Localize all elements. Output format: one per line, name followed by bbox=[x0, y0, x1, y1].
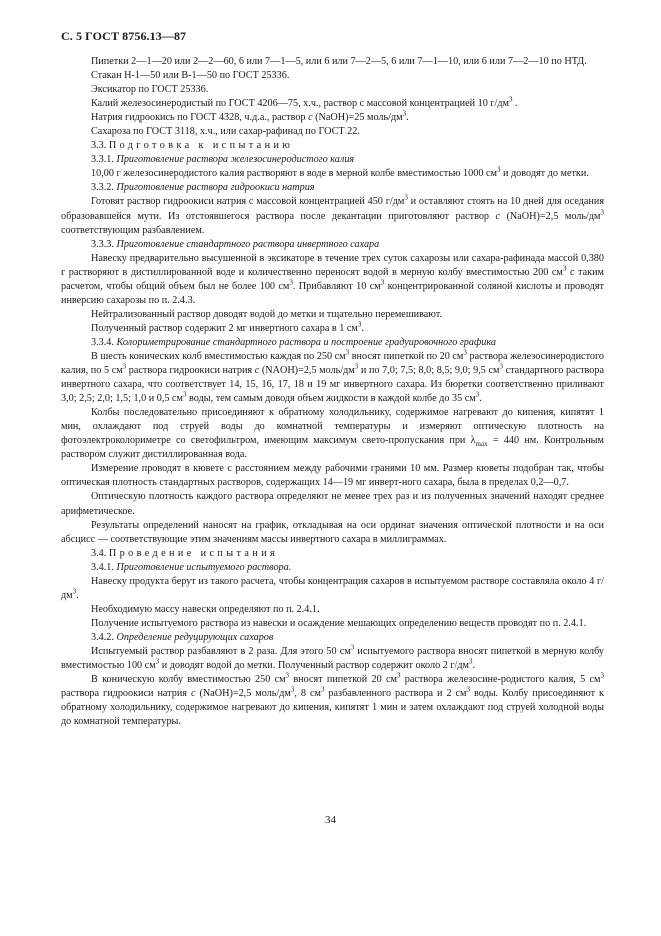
text-run: испытуемого раствора вносят пипеткой в мерную колбу вместимостью 100 см bbox=[61, 645, 604, 672]
text-run: 3 bbox=[469, 657, 473, 666]
text-run: 3 bbox=[350, 643, 355, 652]
text-run: 10,00 г железосинеродистого калия растворяют в воде в мерной колбе вместимостью 1000 см bbox=[91, 168, 497, 180]
text-run: (NAOH)=2,5 моль/дм bbox=[259, 365, 355, 377]
text-run: . bbox=[76, 589, 79, 601]
text-run: 3 bbox=[354, 362, 359, 371]
text-run: 3.3. bbox=[91, 140, 109, 152]
page-header: С. 5 ГОСТ 8756.13—87 bbox=[61, 29, 187, 43]
text-run: Сахароза по ГОСТ 3118, х.ч., или сахар-рафинад по ГОСТ 22. bbox=[91, 126, 360, 138]
text-run: В коническую колбу вместимостью 250 см bbox=[91, 674, 286, 686]
text-run: Проведение испытания bbox=[108, 547, 279, 559]
paragraph bbox=[61, 673, 604, 729]
text-run: воды, тем самым доводя объем жидкости в каждой колбе до 35 см bbox=[186, 393, 476, 405]
text-run: раствора железосине-родистого калия, 5 см bbox=[400, 674, 601, 686]
text-run: Эксикатор по ГОСТ 25336. bbox=[91, 84, 209, 96]
text-run: Колбы последовательно присоединяют к обратному холодильнику, содержимое нагревают до кипения, кипятят 1 мин, охлаждают под струей воды до комнатной температуры и измеряют оптическую плотность на фотоэлектроколориметре со светофильтром, имеющим максимум свето-пропускания при λ bbox=[61, 407, 604, 447]
paragraph bbox=[61, 519, 604, 547]
text-run: 3.3.4. bbox=[91, 336, 117, 348]
text-run: и по 7,0; 7,5; 8,0; 8,5; 9,0; 9,5 см bbox=[358, 365, 500, 377]
paragraph bbox=[61, 462, 604, 490]
text-run: Оптическую плотность каждого раствора определяют не менее трех раз и из полученных значений находят среднее арифметическое. bbox=[61, 491, 604, 517]
text-run: 3 bbox=[285, 671, 290, 680]
text-run: (NaOH)=25 моль/дм bbox=[312, 112, 403, 124]
text-run: 3 bbox=[600, 671, 604, 680]
text-run: и доводят до метки. bbox=[500, 168, 589, 180]
text-run: Измерение проводят в кювете с расстоянием между рабочими гранями 10 мм. Размер кюветы подобран так, чтобы оптическая плотность стандартных растворов, содержащих 14—19 мг инверт-ного сахара, была в пределах 0,2—0,7. bbox=[61, 463, 604, 489]
text-run: Приготовление раствора железосинеродистого калия bbox=[116, 154, 355, 166]
text-run: 3 bbox=[320, 685, 325, 694]
text-run: с bbox=[254, 365, 260, 377]
paragraph bbox=[61, 125, 604, 139]
text-run: Стакан Н-1—50 или В-1—50 по ГОСТ 25336. bbox=[91, 70, 290, 82]
text-run: 3 bbox=[402, 109, 407, 118]
text-run: 3 bbox=[345, 348, 350, 357]
paragraph bbox=[61, 69, 604, 83]
subsection-heading bbox=[61, 631, 604, 645]
text-run: 3 bbox=[122, 362, 127, 371]
text-run: (NaOH)=2,5 моль/дм bbox=[195, 688, 291, 700]
text-run: с bbox=[495, 210, 501, 222]
text-run: стандартного раствора инвертного сахара, что соответствует 14, 15, 16, 17, 18 и 19 мг инвертного сахара. Из бюретки соответственно приливают 3,0; 2,5; 2,0; 1,5; 1,0 и 0,5 см bbox=[61, 365, 604, 405]
text-run: Калий железосинеродистый по ГОСТ 4206—75, х.ч., раствор с массовой концентрацией 10 г/дм bbox=[91, 98, 509, 110]
text-run: и доводят водой до метки. Полученный раствор содержит около 2 г/дм bbox=[159, 660, 469, 672]
paragraph bbox=[61, 195, 604, 237]
text-run: раствора железосинеродистого калия, по 5 см bbox=[61, 350, 605, 377]
text-run: Приготовление испытуемого раствора. bbox=[116, 561, 292, 573]
text-run: 3 bbox=[499, 362, 503, 371]
text-run: В шесть конических колб вместимостью каждая по 250 см bbox=[91, 350, 346, 362]
text-run: с таким расчетом, чтобы общий объем был не более 100 см bbox=[61, 266, 604, 292]
subsection-heading bbox=[61, 561, 604, 575]
paragraph bbox=[61, 167, 604, 181]
paragraph bbox=[61, 55, 604, 69]
text-run: Приготовление раствора гидроокиси натрия bbox=[116, 182, 315, 194]
subsection-heading bbox=[61, 336, 604, 350]
text-run: max bbox=[475, 440, 488, 449]
subsection-heading bbox=[61, 153, 604, 167]
text-run: . bbox=[512, 98, 518, 110]
text-run: (NaOH)=2,5 моль/дм bbox=[500, 210, 601, 222]
text-run: . Прибавляют 10 см bbox=[292, 280, 381, 292]
subsection-heading bbox=[61, 238, 604, 252]
document-body bbox=[61, 55, 604, 729]
text-run: Определение редуцирующих сахаров bbox=[116, 631, 274, 643]
text-run: Натрия гидроокись по ГОСТ 4328, ч.д.а., раствор bbox=[91, 112, 309, 124]
text-run: раствора гидроокиси натрия bbox=[61, 688, 191, 700]
text-run: 3 bbox=[404, 194, 408, 203]
text-run: 3.4.1. bbox=[91, 561, 117, 573]
section-heading bbox=[61, 547, 604, 561]
text-run: 3 bbox=[463, 348, 467, 357]
text-run: 3 bbox=[562, 264, 567, 273]
text-run: 3.3.3. bbox=[91, 238, 117, 250]
text-run: 3.3.2. bbox=[91, 182, 117, 194]
text-run: 3 bbox=[155, 657, 160, 666]
text-run: 3.3.1. bbox=[91, 154, 117, 166]
text-run: вносят пипеткой по 20 см bbox=[349, 350, 464, 362]
text-run: разбавленного раствора и 2 см bbox=[324, 688, 467, 700]
section-heading bbox=[61, 139, 604, 153]
paragraph bbox=[61, 575, 604, 603]
text-run: раствора гидроокиси натрия bbox=[126, 365, 255, 377]
text-run: соответствующим разбавлением. bbox=[61, 224, 205, 236]
text-run: 3 bbox=[475, 390, 480, 399]
text-run: = 440 нм. Контрольным раствором служит дистиллированная вода. bbox=[61, 435, 604, 461]
text-run: . bbox=[361, 322, 364, 334]
text-run: 3.4. bbox=[91, 547, 109, 559]
text-run: 3 bbox=[396, 671, 401, 680]
text-run: 3 bbox=[496, 165, 501, 174]
text-run: . bbox=[479, 393, 482, 405]
paragraph bbox=[61, 490, 604, 518]
text-run: . bbox=[472, 660, 476, 672]
text-run: 3 bbox=[380, 278, 385, 287]
text-run: 3 bbox=[290, 685, 295, 694]
text-run: . bbox=[406, 112, 409, 124]
paragraph bbox=[61, 645, 604, 673]
text-run: 3 bbox=[72, 587, 77, 596]
subsection-heading bbox=[61, 181, 604, 195]
text-run: Навеску предварительно высушенной в эксикаторе в течение трех суток сахарозы или сахара-рафинада массой 0,380 г растворяют в дистиллированной воде и количественно переносят водой в мерную колбу вместимостью 200 см bbox=[61, 252, 604, 278]
text-run: с bbox=[308, 112, 313, 124]
text-run: Готовят раствор гидроокиси натрия с массовой концентрацией 450 г/дм bbox=[91, 196, 405, 208]
paragraph bbox=[61, 322, 604, 336]
paragraph bbox=[61, 111, 604, 125]
text-run: воды. Колбу присоединяют к обратному холодильнику, содержимое нагревают до кипения, кипятят 1 мин и затем охлаждают под струей холодной воды до комнатной температуры. bbox=[61, 688, 605, 728]
text-run: Нейтрализованный раствор доводят водой до метки и тщательно перемешивают. bbox=[91, 308, 443, 320]
text-run: , 8 см bbox=[294, 688, 321, 700]
text-run: 3 bbox=[289, 278, 293, 287]
text-run: Пипетки 2—1—20 или 2—2—60, 6 или 7—1—5, или 6 или 7—2—5, 6 или 7—1—10, или 6 или 7—2—10 по НТД. bbox=[91, 56, 587, 67]
text-run: Приготовление стандартного раствора инвертного сахара bbox=[116, 238, 380, 250]
text-run: 3 bbox=[182, 390, 187, 399]
text-run: с bbox=[190, 688, 196, 700]
text-run: и оставляют стоять на 10 дней для оседания образовавшейся мути. Из отстоявшегося раствора после декантации приготовляют раствор bbox=[61, 196, 605, 222]
text-run: Полученный раствор содержит 2 мг инвертного сахара в 1 см bbox=[91, 322, 358, 334]
paragraph bbox=[61, 308, 604, 322]
text-run: 3 bbox=[600, 208, 604, 217]
paragraph bbox=[61, 350, 604, 406]
text-run: вносят пипеткой 20 см bbox=[289, 674, 397, 686]
text-run: 3 bbox=[509, 95, 513, 104]
paragraph bbox=[61, 617, 604, 631]
text-run: Навеску продукта берут из такого расчета, чтобы концентрация сахаров в испытуемом растворе составляла около 4 г/дм bbox=[61, 575, 604, 601]
paragraph bbox=[61, 252, 604, 308]
paragraph bbox=[61, 83, 604, 97]
text-run: 3 bbox=[357, 320, 362, 329]
paragraph bbox=[61, 406, 604, 462]
text-run: Результаты определений наносят на график, откладывая на оси ординат значения оптической плотности и на оси абсцисс — соответствующие этим значениям массы инвертного сахара в миллиграммах. bbox=[61, 519, 604, 545]
text-run: Необходимую массу навески определяют по п. 2.4.1. bbox=[91, 603, 320, 615]
text-run: концентрированной соляной кислоты и проводят инверсию сахарозы по п. 2.4.3. bbox=[61, 280, 604, 306]
paragraph bbox=[61, 97, 604, 111]
page-number: 34 bbox=[325, 814, 336, 826]
text-run: 3 bbox=[466, 685, 471, 694]
text-run: Испытуемый раствор разбавляют в 2 раза. Для этого 50 см bbox=[91, 645, 351, 657]
text-run: Подготовка к испытанию bbox=[108, 140, 294, 152]
paragraph bbox=[61, 603, 604, 617]
text-run: Колориметрирование стандартного раствора и построение градуировочного графика bbox=[116, 336, 496, 348]
text-run: Получение испытуемого раствора из навески и осаждение мешающих определению веществ проводят по п. 2.4.1. bbox=[91, 617, 587, 629]
text-run: 3.4.2. bbox=[91, 631, 117, 643]
